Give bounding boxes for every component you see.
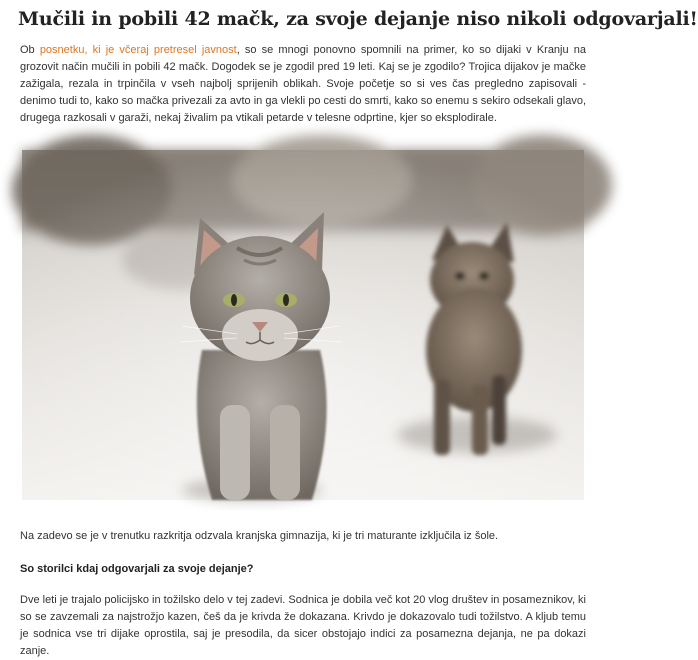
court-outcome-paragraph: Dve leti je trajalo policijsko in tožilsko delo v tej zadevi. Sodnica je dobila več kot 20 vlog društev in posameznikov, ki so se zavzemali za najstrožjo kazen, češ da je krivda že dokazana. Krivdo je dokazovalo tudi tožilstvo. A kljub temu je sodnica vse tri dijake oprostila, saj je presodila, da sicer obstojajo indici za posamezna dejanja, ne pa dokazi zanje. <box>20 594 586 657</box>
article-photo <box>22 150 584 500</box>
video-link[interactable]: posnetku, ki je včeraj pretresel javnost <box>39 44 237 56</box>
article-title: Mučili in pobili 42 mačk, za svoje dejanje niso nikoli odgovarjali! <box>18 8 698 30</box>
school-response-paragraph: Na zadevo se je v trenutku razkritja odzvala kranjska gimnazija, ki je tri maturante izključila iz šole. <box>20 530 499 542</box>
cats-photo-illustration <box>22 150 584 500</box>
intro-text: , so se mnogi ponovno spomnili na primer, ko so dijaki v Kranju na grozovit način mučili in pobili 42 mačk. Dogodek se je zgodil pred 19 leti. Kaj se je zgodilo? Trojica dijakov je mačke zažigala, rezala in trpinčila v vseh najbolj sprijenih oblikah. Svoje početje so si ves čas pregledno zapisovali - denimo tudi to, kako so mačka privezali za avto in ga vlekli po cesti do smrti, kako so enemu s sekiro odsekali glavo, drugega razkosali v garaži, nekaj živalim pa vtikali petarde v telesne odprtine, kjer so eksplodirale. <box>20 44 586 124</box>
section-subheading: So storilci kdaj odgovarjali za svoje dejanje? <box>20 563 254 575</box>
intro-paragraph <box>20 42 586 127</box>
intro-prefix: Ob <box>20 44 40 56</box>
